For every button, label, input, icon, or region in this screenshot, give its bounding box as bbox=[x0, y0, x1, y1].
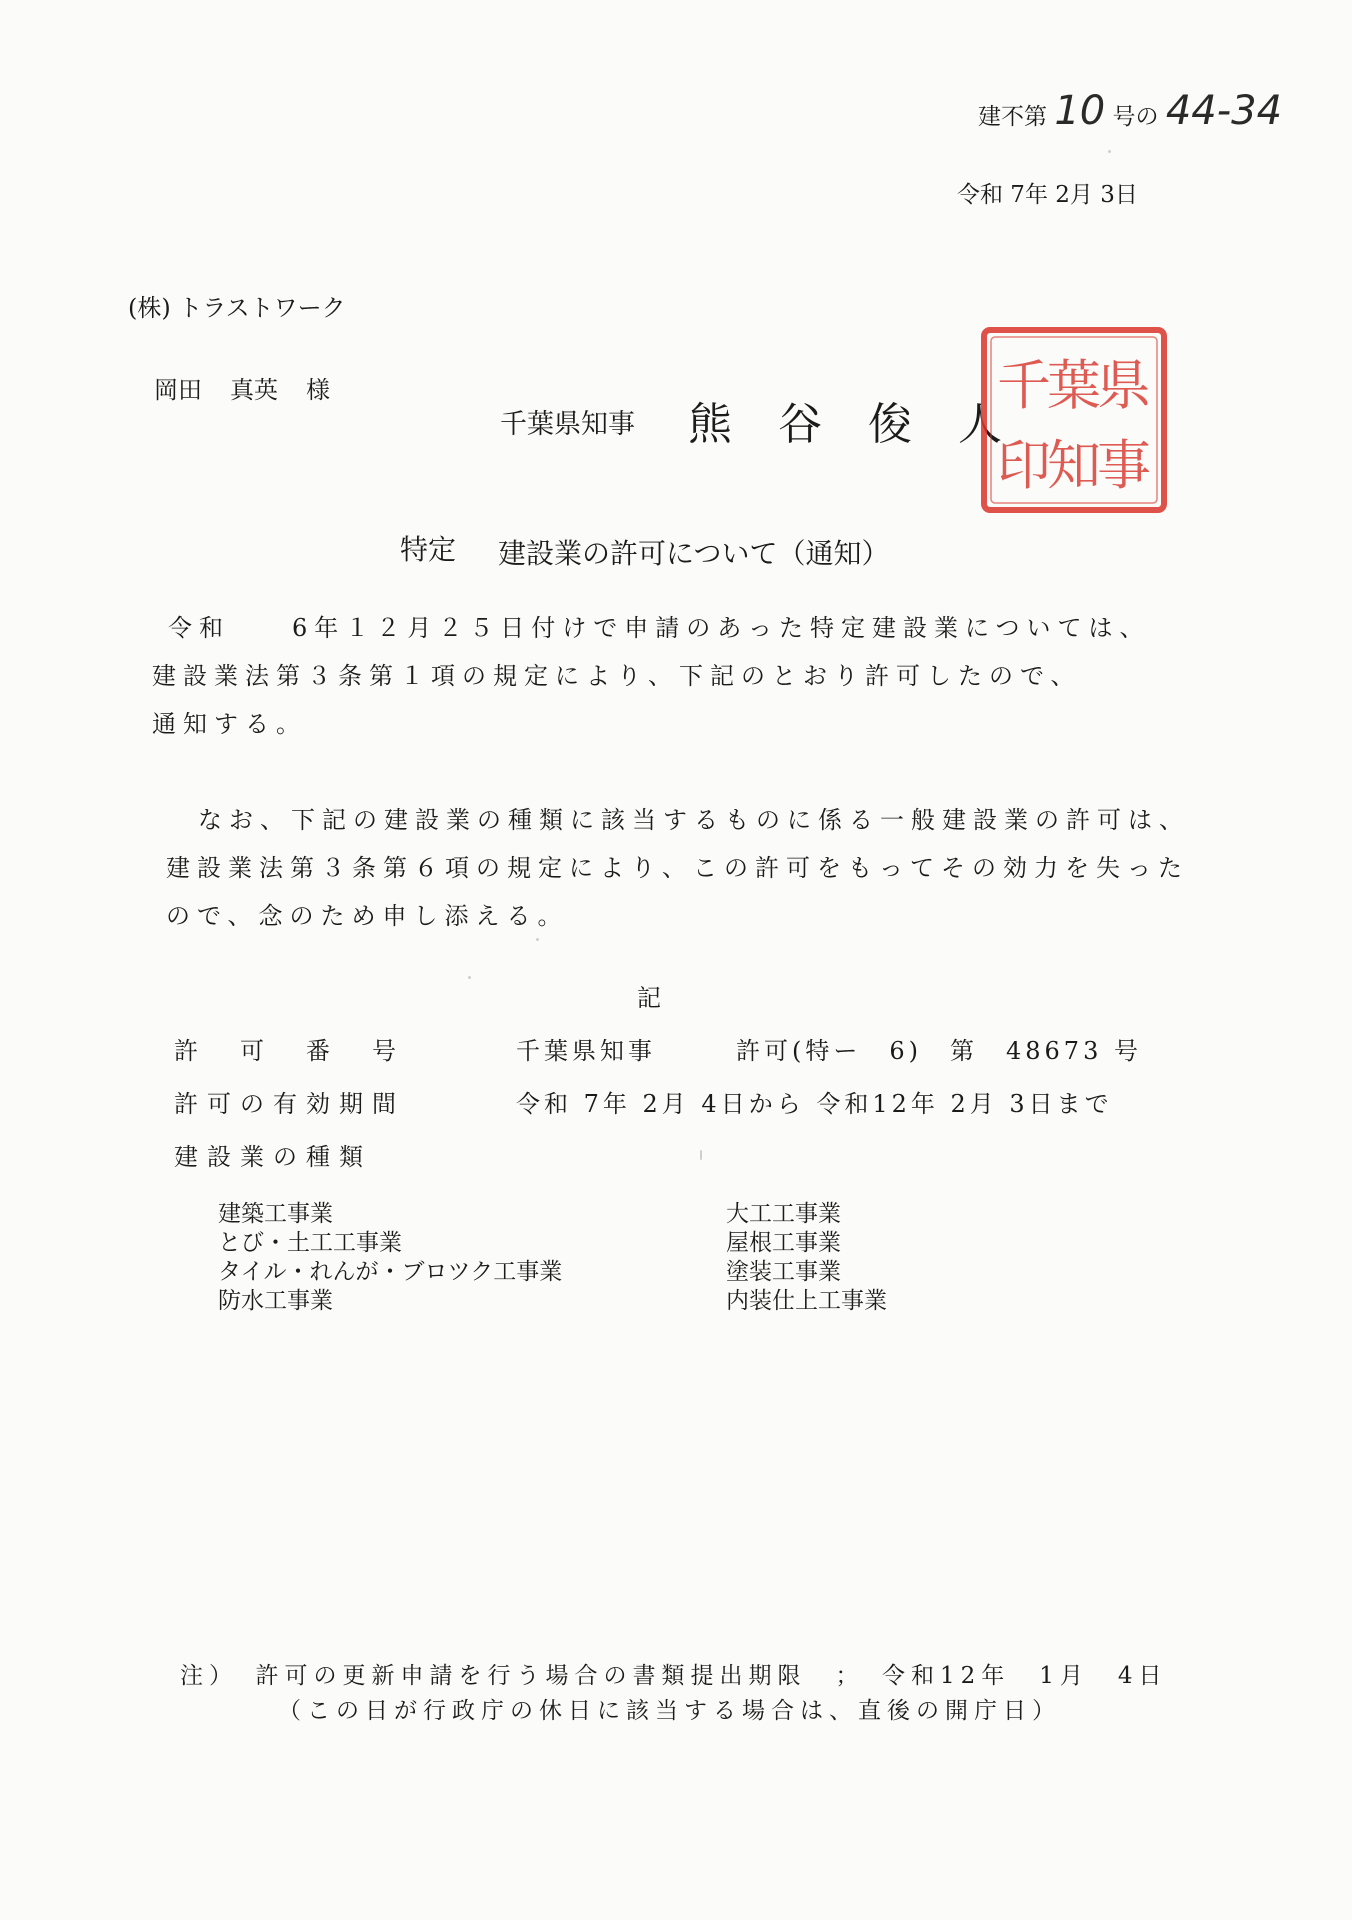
construction-types-left bbox=[218, 1200, 562, 1316]
construction-type-item: 内装仕上工事業 bbox=[726, 1288, 887, 1314]
scan-speck bbox=[1108, 150, 1111, 153]
construction-type-item: 塗装工事業 bbox=[726, 1259, 841, 1285]
construction-type-item: 大工工事業 bbox=[726, 1201, 841, 1227]
official-seal-stamp bbox=[978, 324, 1170, 516]
renewal-note-sub: （この日が行政庁の休日に該当する場合は、直後の開庁日） bbox=[278, 1698, 1061, 1724]
issue-date: 令和 7年 2月 3日 bbox=[957, 182, 1138, 208]
paragraph-1-line-2: 建設業法第３条第１項の規定により、下記のとおり許可したので、 bbox=[152, 662, 1082, 690]
ref-mid: 号の bbox=[1112, 104, 1159, 130]
ref-handwritten-suffix: 44-34 bbox=[1165, 88, 1283, 134]
seal-char-6: 印 bbox=[997, 434, 1051, 497]
seal-char-4: 事 bbox=[1097, 434, 1151, 497]
paragraph-2-line-1: なお、下記の建設業の種類に該当するものに係る一般建設業の許可は、 bbox=[198, 806, 1190, 834]
paragraph-1-line-1: 令和 6年１２月２５日付けで申請のあった特定建設業については、 bbox=[168, 614, 1151, 642]
issuer-name: 熊谷俊人 bbox=[688, 399, 1048, 450]
paragraph-1-line-3: 通知する。 bbox=[152, 710, 307, 738]
recipient-company: (株) トラストワーク bbox=[128, 294, 346, 322]
seal-char-2: 葉 bbox=[1047, 354, 1101, 417]
scan-speck bbox=[700, 1150, 702, 1160]
scan-speck bbox=[536, 938, 539, 941]
recipient-name bbox=[154, 370, 330, 405]
construction-type-item: 防水工事業 bbox=[218, 1288, 333, 1314]
validity-period-label: 許可の有効期間 bbox=[174, 1090, 405, 1118]
construction-types-label: 建設業の種類 bbox=[174, 1143, 372, 1171]
ki-heading: 記 bbox=[637, 984, 661, 1012]
paragraph-2-line-2: 建設業法第３条第６項の規定により、この許可をもってその効力を失った bbox=[166, 854, 1189, 882]
license-issuer: 千葉県知事 bbox=[516, 1037, 656, 1065]
seal-char-3: 千 bbox=[997, 354, 1051, 417]
title-prefix: 特定 bbox=[400, 533, 457, 566]
reference-number bbox=[978, 88, 1282, 134]
ref-prefix: 建不第 bbox=[978, 104, 1047, 130]
paragraph-2-line-3: ので、念のため申し添える。 bbox=[166, 902, 569, 930]
ref-handwritten-number: 10 bbox=[1054, 88, 1106, 134]
construction-type-item: 屋根工事業 bbox=[726, 1230, 841, 1256]
validity-period-value: 令和 7年 2月 4日から 令和12年 2月 3日まで bbox=[516, 1090, 1113, 1118]
license-number-label: 許 可 番 号 bbox=[174, 1037, 405, 1065]
recipient-given-name: 真英 bbox=[230, 376, 278, 404]
seal-char-5: 知 bbox=[1047, 434, 1101, 497]
construction-type-item: 建築工事業 bbox=[218, 1201, 333, 1227]
recipient-honorific: 様 bbox=[306, 376, 330, 404]
issuer-title: 千葉県知事 bbox=[500, 409, 635, 440]
license-number: 許可(特ー 6) 第 48673 号 bbox=[736, 1037, 1142, 1065]
seal-char-1: 県 bbox=[1097, 354, 1151, 417]
recipient-surname: 岡田 bbox=[154, 376, 202, 404]
paragraph-2 bbox=[168, 796, 1190, 940]
scan-speck bbox=[468, 976, 471, 979]
construction-types-right bbox=[726, 1200, 887, 1316]
construction-type-item: とび・土工工事業 bbox=[218, 1230, 402, 1256]
renewal-note: 注） 許可の更新申請を行う場合の書類提出期限 ； 令和12年 1月 4日 bbox=[180, 1663, 1168, 1689]
paragraph-1 bbox=[152, 604, 1151, 748]
document-title: 建設業の許可について（通知） bbox=[498, 537, 890, 570]
construction-type-item: タイル・れんが・ブロツク工事業 bbox=[218, 1259, 563, 1285]
